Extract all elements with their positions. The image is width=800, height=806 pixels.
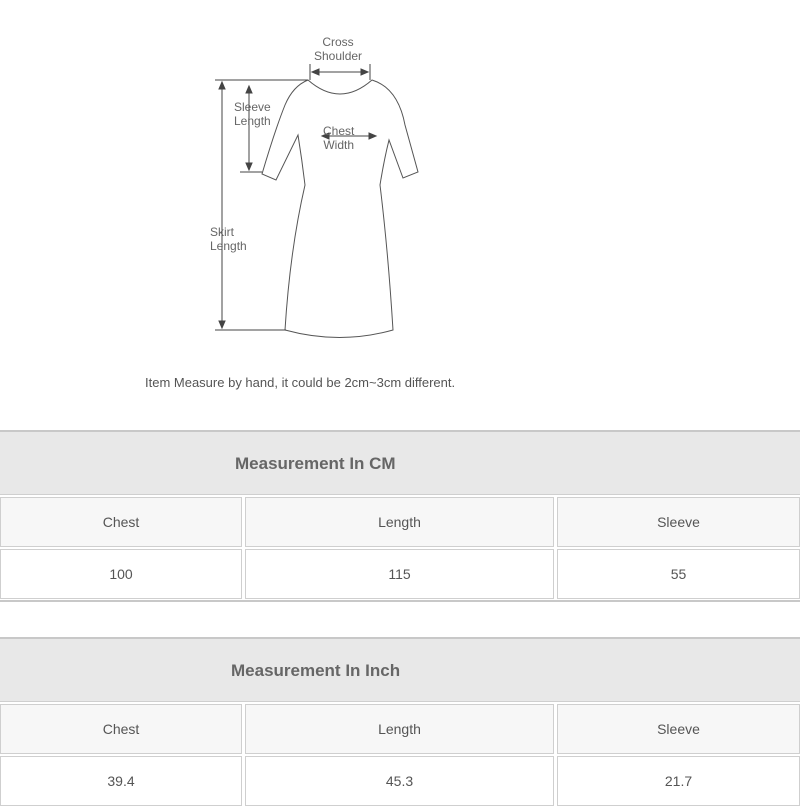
table-title: Measurement In Inch bbox=[231, 661, 401, 680]
header-cell-length: Length bbox=[245, 704, 554, 754]
value-cell-chest: 100 bbox=[0, 549, 242, 599]
table-row bbox=[0, 549, 800, 599]
table-row bbox=[0, 756, 800, 806]
header-cell-chest: Chest bbox=[0, 704, 242, 754]
value-cell-sleeve: 55 bbox=[557, 549, 800, 599]
header-cell-sleeve: Sleeve bbox=[557, 497, 800, 547]
value-cell-length: 45.3 bbox=[245, 756, 554, 806]
measure-note: Item Measure by hand, it could be 2cm~3cm different. bbox=[145, 375, 456, 390]
table-title-bar bbox=[0, 637, 800, 702]
table-title: Measurement In CM bbox=[235, 454, 396, 473]
table-header-row bbox=[0, 704, 800, 754]
measurement-table-inch bbox=[0, 637, 800, 806]
dress-outline bbox=[262, 80, 418, 338]
skirt-length-label: Skirt Length bbox=[210, 225, 247, 253]
table-title-bar bbox=[0, 430, 800, 495]
header-cell-sleeve: Sleeve bbox=[557, 704, 800, 754]
measurement-table-cm bbox=[0, 430, 800, 602]
value-cell-length: 115 bbox=[245, 549, 554, 599]
cross-shoulder-label: Cross Shoulder bbox=[314, 35, 363, 63]
table-divider bbox=[0, 600, 800, 602]
header-cell-length: Length bbox=[245, 497, 554, 547]
table-header-row bbox=[0, 497, 800, 547]
value-cell-sleeve: 21.7 bbox=[557, 756, 800, 806]
sleeve-length-label: Sleeve Length bbox=[234, 100, 271, 128]
value-cell-chest: 39.4 bbox=[0, 756, 242, 806]
chest-width-label: Chest Width bbox=[323, 124, 355, 152]
header-cell-chest: Chest bbox=[0, 497, 242, 547]
